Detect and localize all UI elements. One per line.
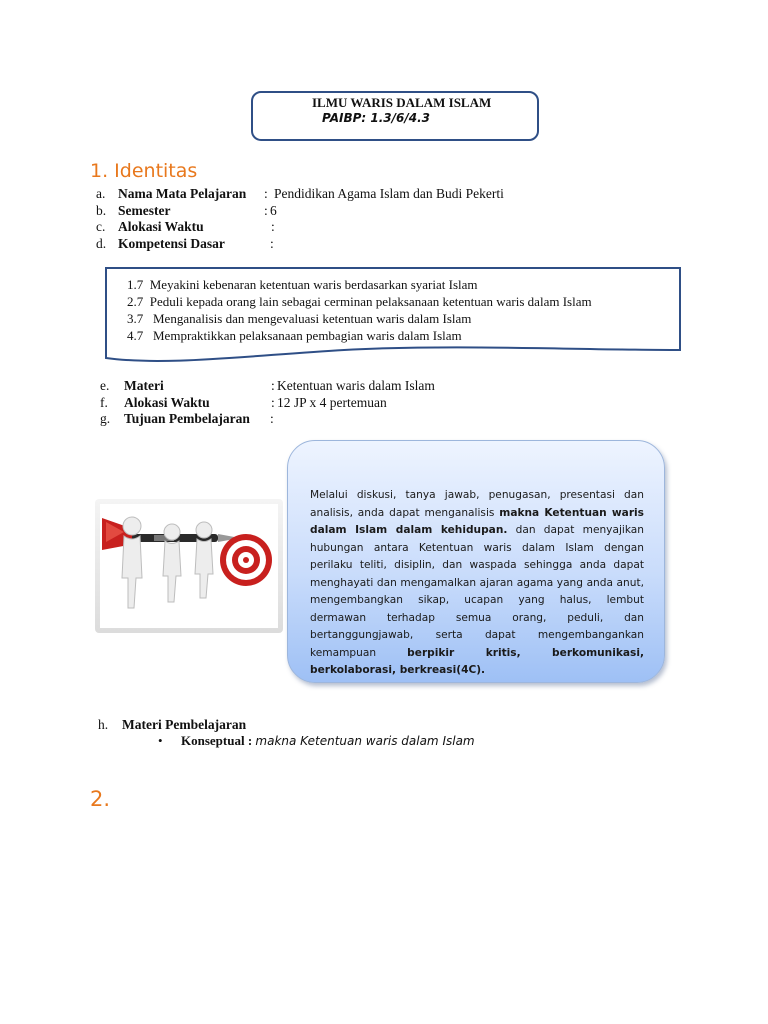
kd-item-1 xyxy=(127,277,478,293)
document-title: ILMU WARIS DALAM ISLAM xyxy=(312,95,492,110)
row-letter: d. xyxy=(96,236,107,251)
row-value: 6 xyxy=(270,203,277,218)
row-colon: : xyxy=(270,411,274,426)
dart-target-illustration xyxy=(94,498,284,634)
row-colon: : xyxy=(271,378,275,393)
konseptual-label: Konseptual : xyxy=(181,733,253,748)
section-heading-2: 2. xyxy=(90,787,111,811)
kd-text: Menganalisis dan mengevaluasi ketentuan waris dalam Islam xyxy=(153,311,472,326)
tujuan-bold-1: makna Ketentuan waris dalam Islam dalam kehidupan. xyxy=(310,506,644,536)
row-value: Ketentuan waris dalam Islam xyxy=(277,378,435,393)
row-value: Pendidikan Agama Islam dan Budi Pekerti xyxy=(274,186,504,201)
konseptual-item xyxy=(181,733,475,749)
row-value: 12 JP x 4 pertemuan xyxy=(277,395,387,410)
identity-row-h xyxy=(98,716,398,733)
row-colon: : xyxy=(264,186,268,201)
kd-text: Mempraktikkan pelaksanaan pembagian waris dalam Islam xyxy=(153,328,462,343)
tujuan-text-2: dan dapat menyajikan hubungan antara Ketentuan waris dalam Islam dengan perilaku teliti, disiplin, dan waspada sehingga anda dapat menghayati dan mengamalkan ajaran agama yang anda anut, mengembangkan sikap, ucapan yang halus, lembut dermawan terhadap semua orang, peduli, dan bertanggungjawab, serta dapat mengembangankan kemampuan xyxy=(310,524,644,659)
row-label: Materi xyxy=(124,378,164,393)
kd-number: 4.7 xyxy=(127,328,144,343)
row-letter: a. xyxy=(96,186,106,201)
row-label: Alokasi Waktu xyxy=(118,219,204,234)
tujuan-bold-2: berpikir kritis, berkomunikasi, berkolaborasi, berkreasi(4C). xyxy=(310,646,645,676)
kd-number: 2.7 xyxy=(127,294,144,309)
row-letter: b. xyxy=(96,203,107,218)
tujuan-pembelajaran-box xyxy=(287,440,665,683)
kd-number: 3.7 xyxy=(127,311,144,326)
document-code: PAIBP: 1.3/6/4.3 xyxy=(322,111,430,125)
identity-row-b xyxy=(96,202,596,219)
row-letter: h. xyxy=(98,717,109,732)
row-label: Tujuan Pembelajaran xyxy=(124,411,250,426)
identity-row-f xyxy=(100,394,600,411)
row-letter: e. xyxy=(100,378,110,393)
row-letter: g. xyxy=(100,411,111,426)
row-colon: : xyxy=(264,203,268,218)
identity-row-e xyxy=(100,377,600,394)
row-label: Kompetensi Dasar xyxy=(118,236,225,251)
kd-item-2 xyxy=(127,294,592,310)
row-colon: : xyxy=(271,395,275,410)
row-colon: : xyxy=(271,219,275,234)
kd-number: 1.7 xyxy=(127,277,144,292)
tujuan-text-1: Melalui diskusi, tanya jawab, penugasan, presentasi dan analisis, anda dapat menganalisis xyxy=(310,489,644,519)
row-letter: f. xyxy=(100,395,108,410)
row-colon: : xyxy=(270,236,274,251)
bullet-marker: • xyxy=(158,733,163,748)
row-label: Semester xyxy=(118,203,171,218)
kd-item-3 xyxy=(127,311,471,327)
kd-text: Peduli kepada orang lain sebagai cerminan pelaksanaan ketentuan waris dalam Islam xyxy=(149,294,592,309)
identity-row-c xyxy=(96,218,596,235)
identity-row-g xyxy=(100,410,600,427)
row-label: Materi Pembelajaran xyxy=(122,717,247,732)
row-label: Nama Mata Pelajaran xyxy=(118,186,247,201)
kd-text: Meyakini kebenaran ketentuan waris berdasarkan syariat Islam xyxy=(149,277,478,292)
konseptual-value: makna Ketentuan waris dalam Islam xyxy=(255,734,475,748)
row-label: Alokasi Waktu xyxy=(124,395,210,410)
identity-row-d xyxy=(96,235,596,252)
row-letter: c. xyxy=(96,219,106,234)
identity-row-a xyxy=(96,185,596,202)
kd-item-4 xyxy=(127,328,462,344)
section-heading-identitas: 1. Identitas xyxy=(90,160,198,182)
